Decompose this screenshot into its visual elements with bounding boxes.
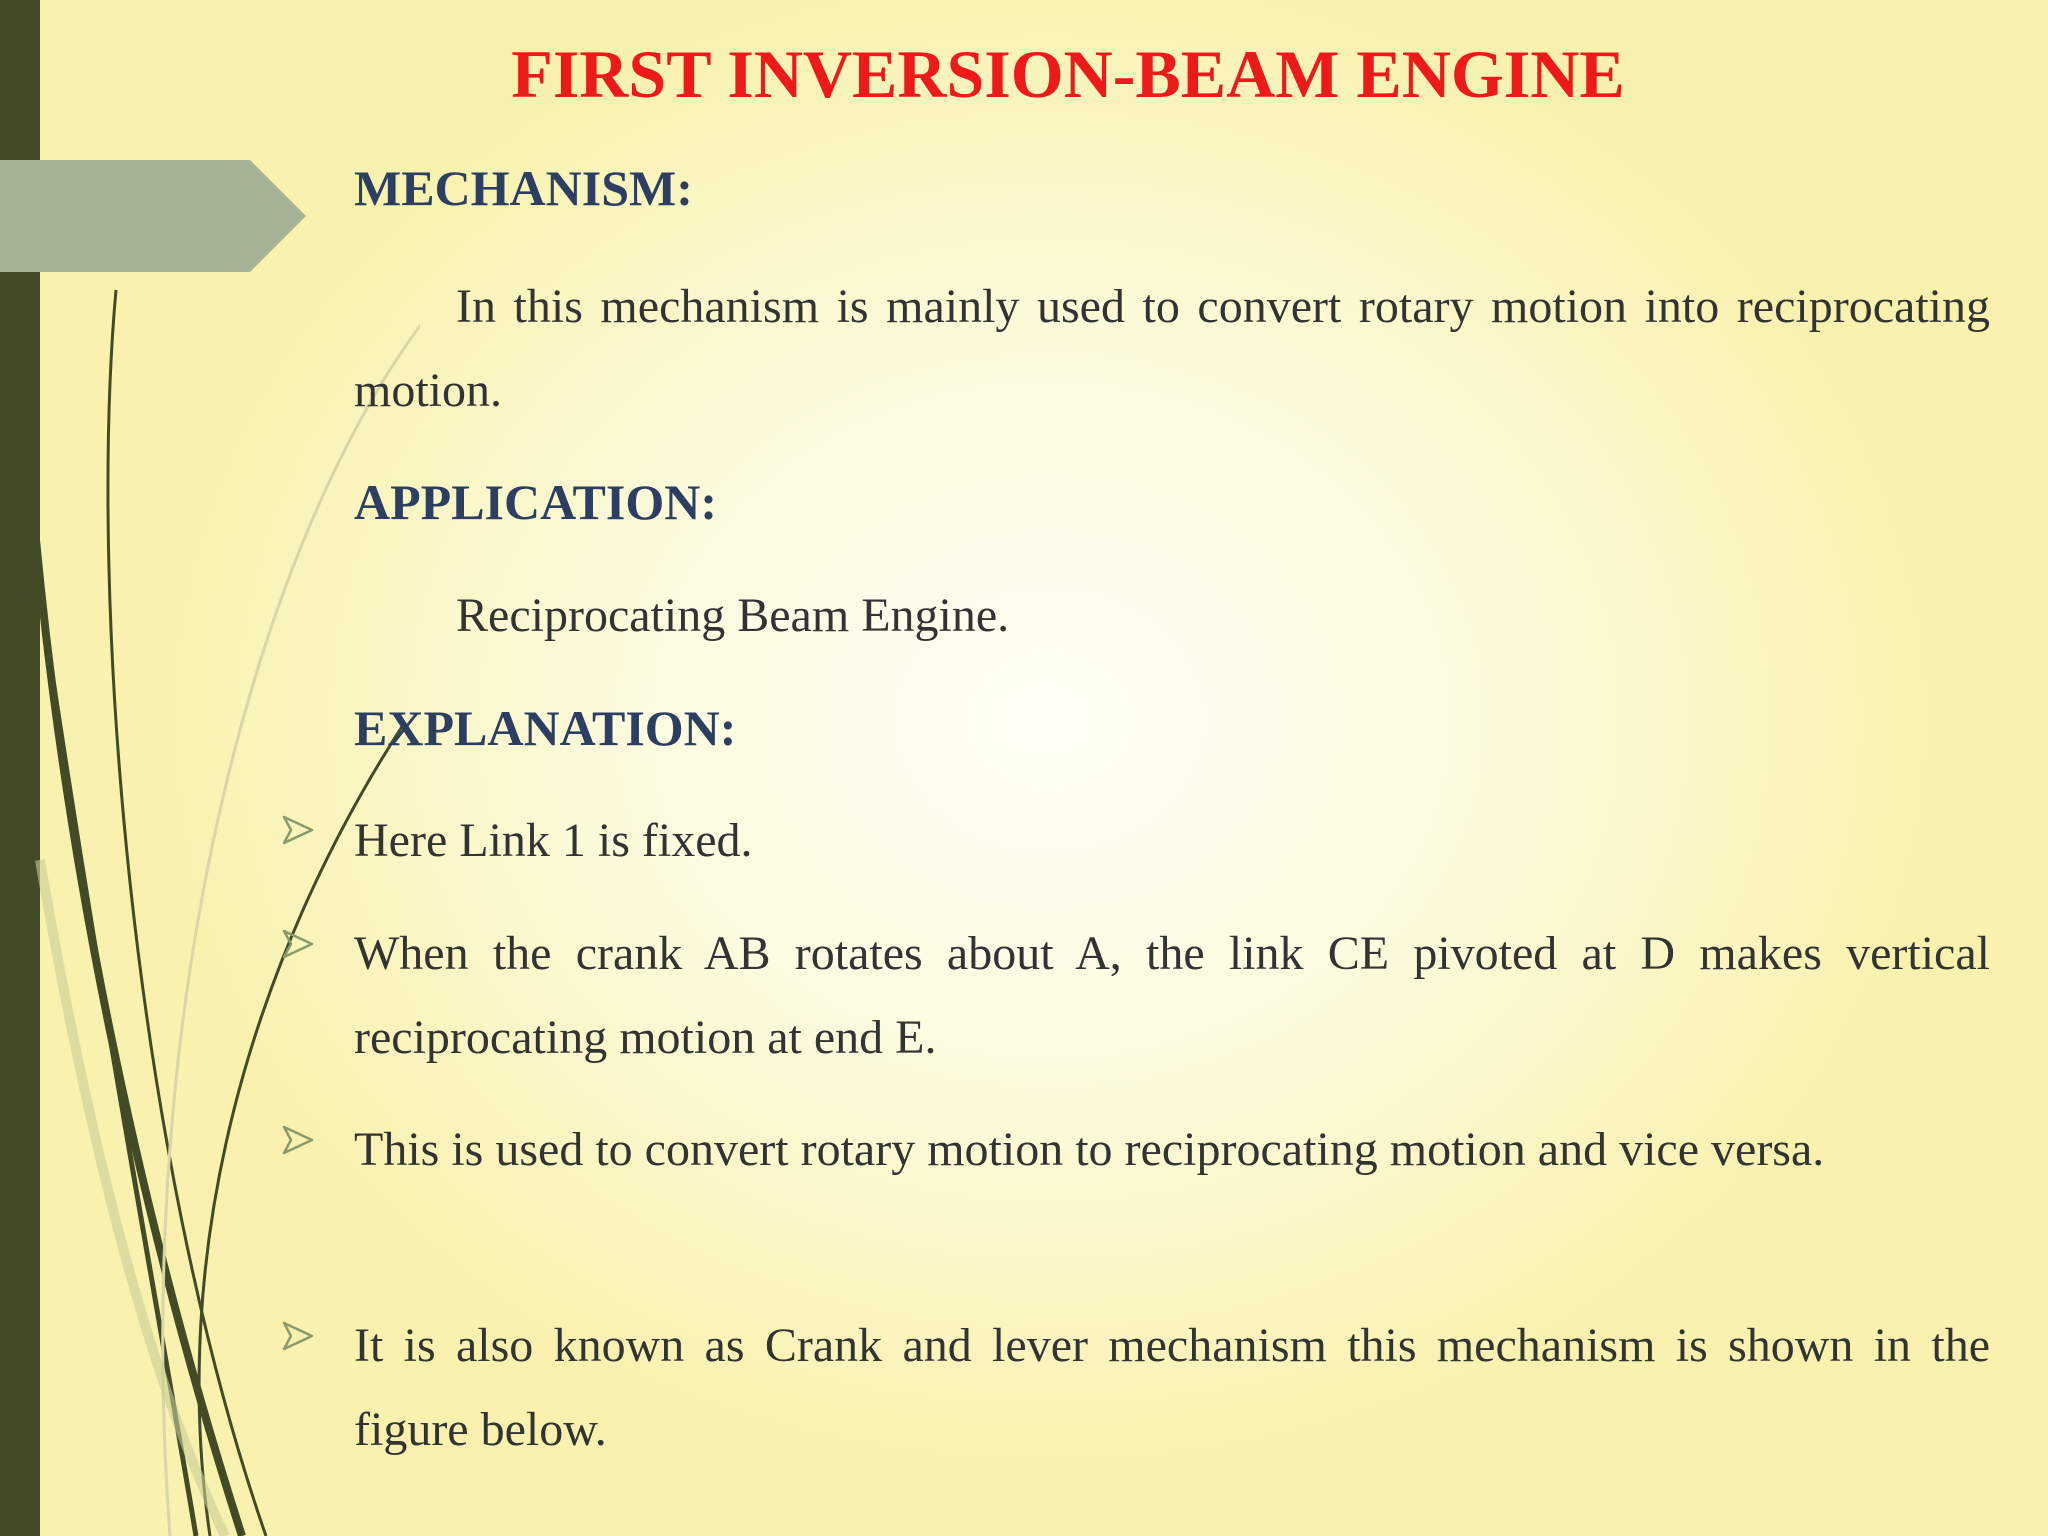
application-text: Reciprocating Beam Engine. bbox=[456, 589, 1010, 642]
bullet-text: It is also known as Crank and lever mechanism this mechanism is shown in the figure below. bbox=[354, 1319, 1990, 1456]
bullet-text: Here Link 1 is fixed. bbox=[354, 814, 753, 867]
slide-title: FIRST INVERSION-BEAM ENGINE bbox=[511, 36, 1625, 112]
arrow-bullet-icon bbox=[282, 1320, 314, 1352]
mechanism-text: In this mechanism is mainly used to convert rotary motion into reciprocating motion. bbox=[354, 280, 1990, 417]
bullet-text: This is used to convert rotary motion to reciprocating motion and vice versa. bbox=[354, 1123, 1825, 1176]
application-heading: APPLICATION: bbox=[354, 474, 717, 530]
arrow-tab-decoration bbox=[0, 160, 306, 272]
arrow-bullet-icon bbox=[282, 1124, 314, 1156]
bullet-text: When the crank AB rotates about A, the link CE pivoted at D makes vertical reciprocating motion at end E. bbox=[354, 927, 1990, 1064]
mechanism-heading: MECHANISM: bbox=[354, 160, 693, 216]
arrow-bullet-icon bbox=[282, 814, 314, 846]
arrow-bullet-icon bbox=[282, 928, 314, 960]
explanation-heading: EXPLANATION: bbox=[354, 700, 737, 756]
